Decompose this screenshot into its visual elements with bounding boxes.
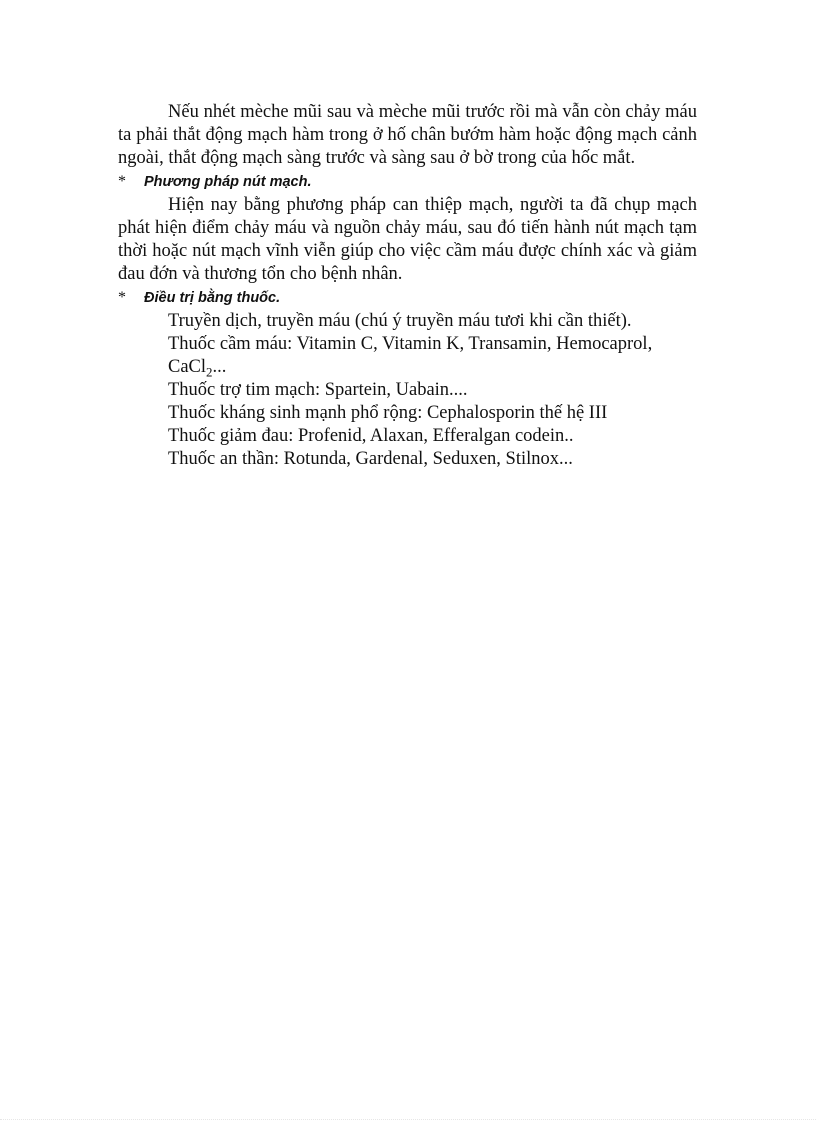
hemostatic-line-1: Thuốc cầm máu: Vitamin C, Vitamin K, Transamin, Hemocaprol, [168,334,653,354]
section-heading-embolization [118,170,697,194]
cacl-suffix: ... [212,357,227,377]
paragraph-embolization: Hiện nay bằng phương pháp can thiệp mạch, người ta đã chụp mạch phát hiện điểm chảy máu và nguồn chảy máu, sau đó tiến hành nút mạch tạm thời hoặc nút mạch vĩnh viễn giúp cho việc cầm máu được chính xác và giảm đau đớn và thương tổn cho bệnh nhân. [118,195,697,284]
heading-bullet: * [118,173,126,190]
cacl-prefix: CaCl [168,357,207,377]
page-bottom-divider [0,1119,816,1120]
page-content [118,101,697,471]
list-item-antibiotic: Thuốc kháng sinh mạnh phổ rộng: Cephalosporin thế hệ III [168,403,608,423]
paragraph-ligation: Nếu nhét mèche mũi sau và mèche mũi trước rồi mà vẫn còn chảy máu ta phải thắt động mạch hàm trong ở hố chân bướm hàm hoặc động mạch cảnh ngoài, thắt động mạch sàng trước và sàng sau ở bờ trong của hốc mắt. [118,102,697,168]
heading-text: Phương pháp nút mạch. [144,174,312,190]
list-item-transfusion: Truyền dịch, truyền máu (chú ý truyền máu tươi khi cần thiết). [168,311,632,331]
heading-bullet: * [118,289,126,306]
hemostatic-line-2 [168,356,697,379]
list-item-analgesic: Thuốc giảm đau: Profenid, Alaxan, Efferalgan codein.. [168,426,574,446]
list-item-hemostatic [168,333,697,379]
section-heading-drug-treatment [118,286,697,310]
drug-list [118,310,697,471]
list-item-cardiotonic: Thuốc trợ tim mạch: Spartein, Uabain.... [168,380,468,400]
cacl-subscript: 2 [206,364,213,380]
list-item-sedative: Thuốc an thần: Rotunda, Gardenal, Seduxen, Stilnox... [168,449,573,469]
heading-text: Điều trị bằng thuốc. [144,290,281,306]
